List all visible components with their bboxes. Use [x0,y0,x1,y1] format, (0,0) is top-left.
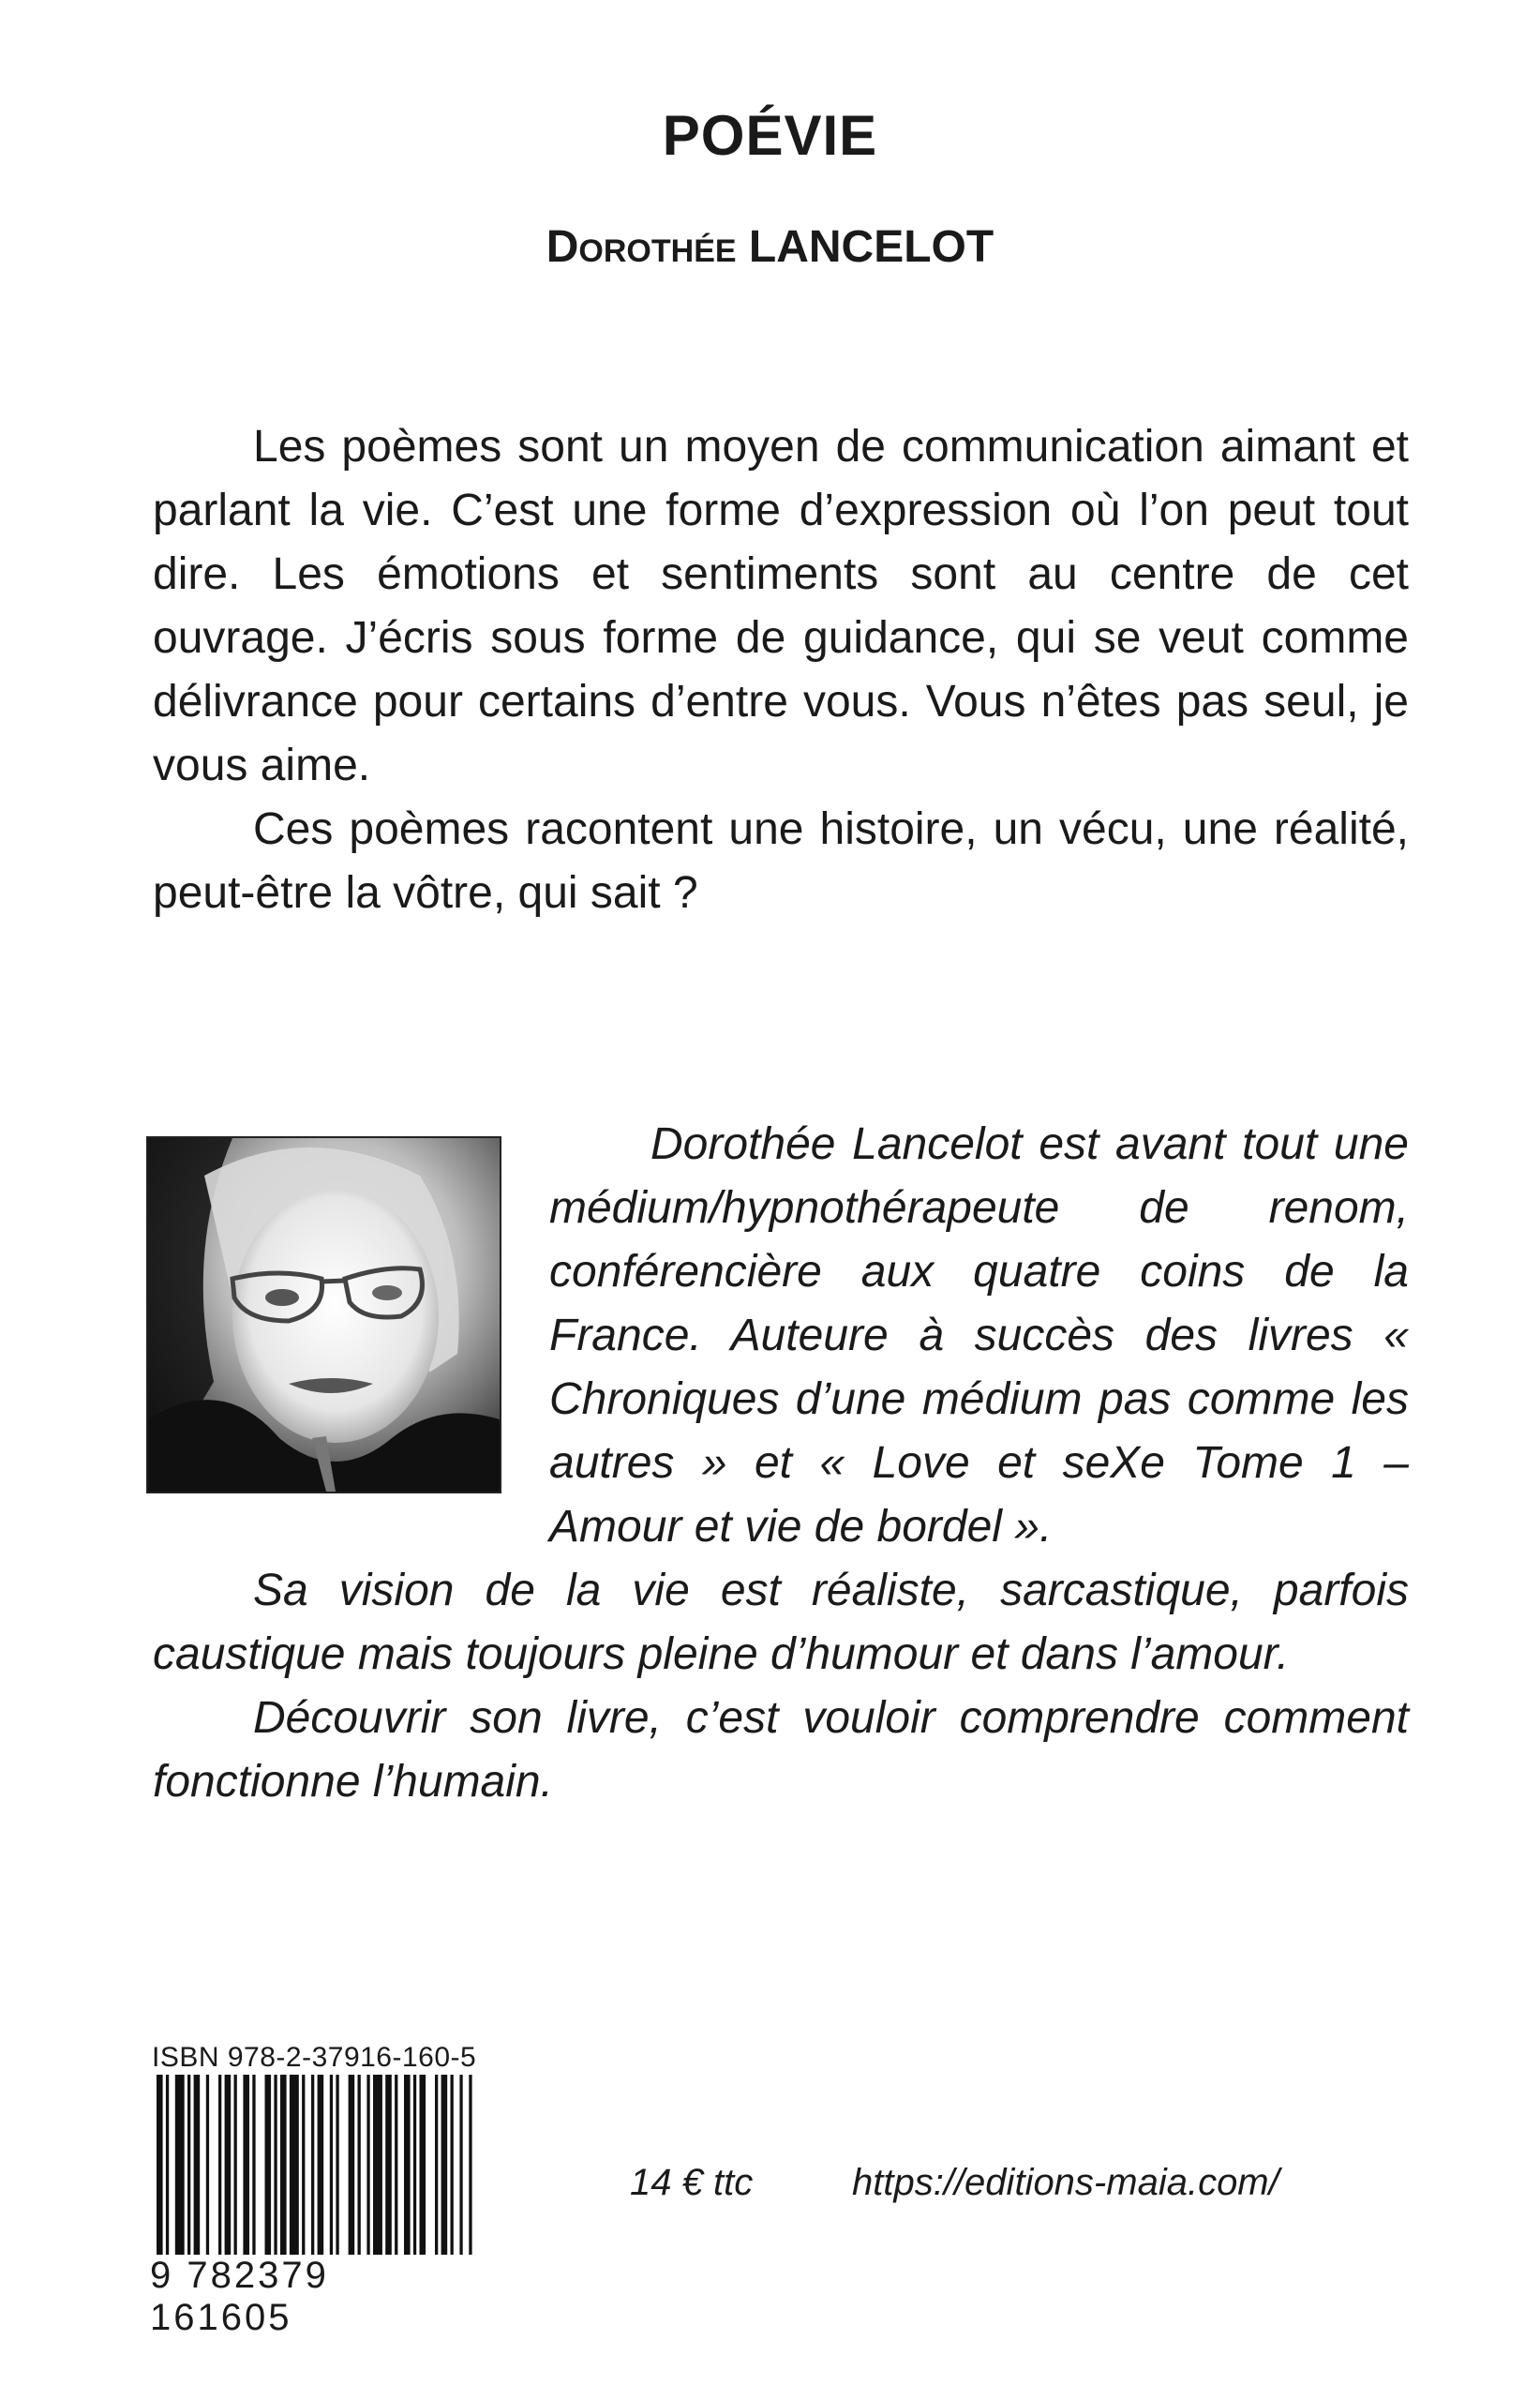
author-portrait-image [148,1138,500,1492]
barcode-bar [336,2075,338,2255]
barcode-bar [166,2075,169,2255]
book-blurb [153,415,1409,925]
barcode-bar [311,2075,314,2255]
barcode-bar [435,2075,438,2255]
publisher-website[interactable]: https://editions-maia.com/ [852,2162,1279,2203]
barcode-bar [265,2075,272,2255]
barcode-bar [395,2075,397,2255]
barcode-bar [243,2075,249,2255]
barcode-bar [385,2075,392,2255]
barcode-bar [157,2075,163,2255]
barcode-bar [349,2075,355,2255]
barcode-bar [420,2075,426,2255]
blurb-paragraph: Ces poèmes racontent une histoire, un vécu, une réalité, peut-être la vôtre, qui sait ? [153,804,1409,918]
barcode-bar [413,2075,416,2255]
barcode-bar [366,2075,369,2255]
barcode-bar [225,2075,232,2255]
barcode-bar [280,2075,287,2255]
barcode-bar [330,2075,333,2255]
isbn-label: ISBN 978-2-37916-160-5 [152,2042,477,2073]
barcode-bar [469,2075,471,2255]
barcode-bar [274,2075,277,2255]
barcode-bar [441,2075,448,2255]
bio-paragraph: Dorothée Lancelot est avant tout une médium/hypnothérapeute de renom, conférencière aux quatre coins de la France. Auteure à succès des livres « Chroniques d’une médium pas comme les autres » et « Love et seXe Tome 1 – Amour et vie de bordel ». [549,1119,1409,1552]
author-name [0,221,1540,273]
author-first-name: Dorothée [546,222,737,272]
barcode-bar [252,2075,255,2255]
barcode-bar [318,2075,324,2255]
barcode-bar [194,2075,201,2255]
bio-paragraph: Découvrir son livre, c’est vouloir comprendre comment fonctionne l’humain. [153,1693,1409,1807]
barcode-bar [302,2075,305,2255]
barcode-bar [187,2075,190,2255]
barcode [155,2075,473,2255]
barcode-bar [358,2075,361,2255]
author-photo [146,1136,501,1493]
barcode-bar [234,2075,237,2255]
barcode-bar [290,2075,299,2255]
blurb-paragraph: Les poèmes sont un moyen de communication aimant et parlant la vie. C’est une forme d’expression où l’on peut tout dire. Les émotions et sentiments sont au centre de cet ouvrage. J’écris sous forme de guidance, qui se veut comme délivrance pour certains d’entre vous. Vous n’êtes pas seul, je vous aime. [153,422,1409,790]
barcode-digits: 9 782379 161605 [150,2255,329,2338]
author-last-name: LANCELOT [748,222,994,272]
barcode-bar [459,2075,462,2255]
barcode-bar [373,2075,382,2255]
barcode-bar [451,2075,454,2255]
book-title: POÉVIE [662,104,878,167]
barcode-bar [206,2075,209,2255]
price: 14 € ttc [630,2162,754,2203]
bio-paragraph: Sa vision de la vie est réaliste, sarcastique, parfois caustique mais toujours pleine d’humour et dans l’amour. [153,1566,1409,1679]
barcode-bar [404,2075,411,2255]
barcode-bar [218,2075,221,2255]
barcode-bar [175,2075,185,2255]
